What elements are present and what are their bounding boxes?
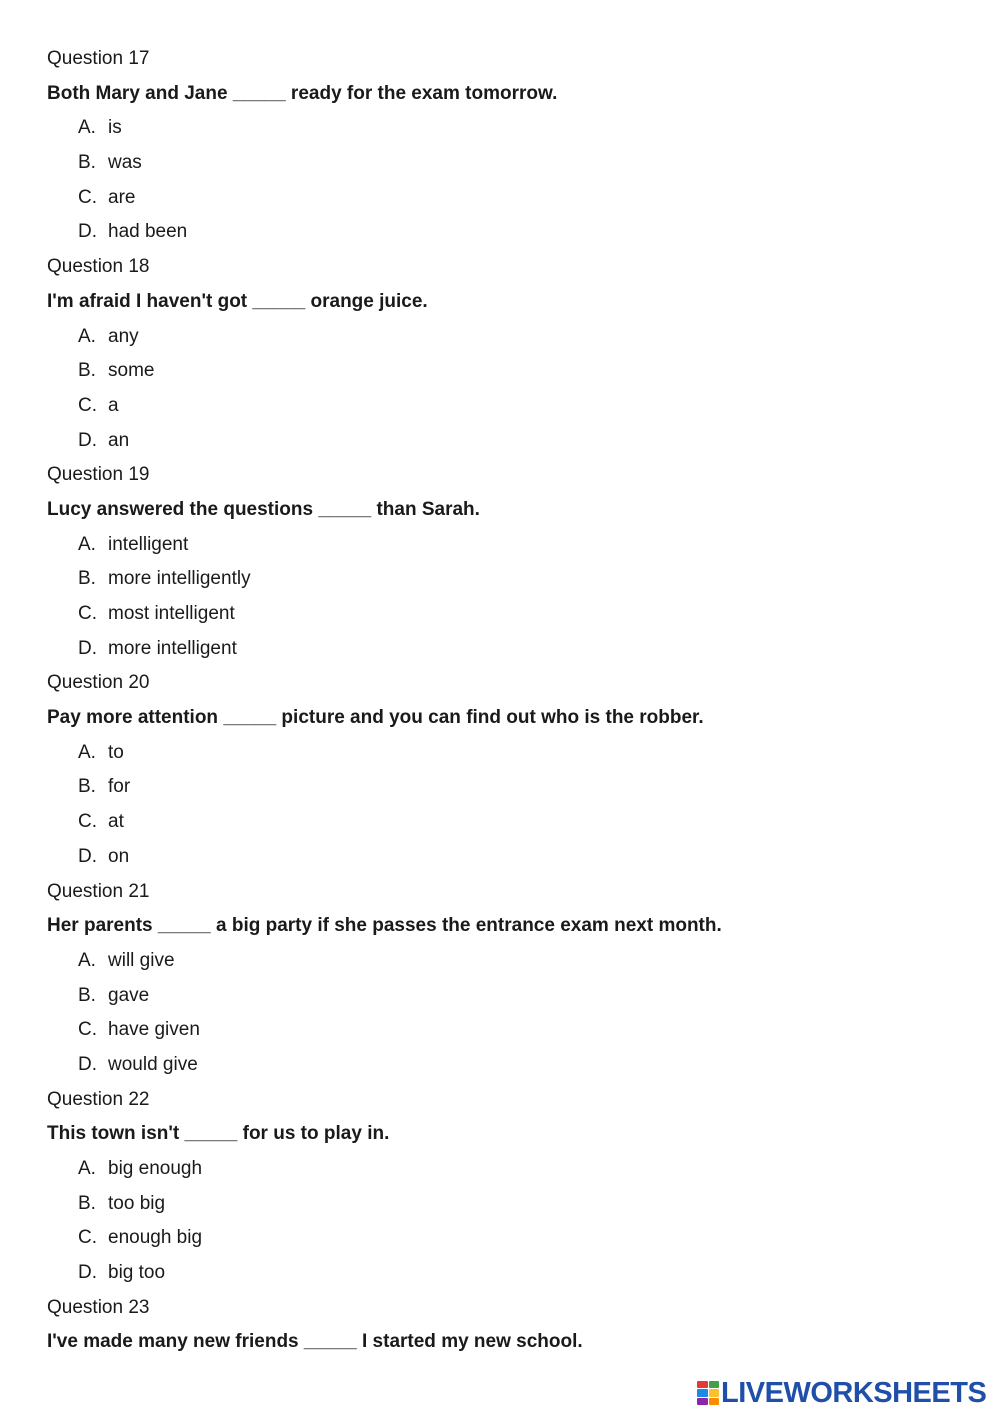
- answer-option[interactable]: [47, 1221, 967, 1256]
- option-letter: A.: [78, 741, 96, 763]
- option-text: intelligent: [108, 533, 189, 555]
- question-number: Question 20: [47, 672, 150, 694]
- option-letter: A.: [78, 533, 96, 555]
- logo-mark-cell: [697, 1398, 708, 1405]
- option-letter: C.: [78, 186, 97, 208]
- question-block: [47, 875, 967, 1083]
- question-prompt: Pay more attention _____ picture and you can find out who is the robber.: [47, 707, 704, 729]
- option-text: an: [108, 429, 130, 451]
- answer-option[interactable]: [47, 1187, 967, 1222]
- option-letter: A.: [78, 117, 96, 139]
- option-letter: D.: [78, 637, 97, 659]
- option-letter: B.: [78, 984, 96, 1006]
- option-text: are: [108, 186, 136, 208]
- liveworksheets-logo-icon: [697, 1381, 719, 1405]
- answer-option[interactable]: [47, 944, 967, 979]
- option-letter: C.: [78, 1227, 97, 1249]
- option-letter: A.: [78, 949, 96, 971]
- answer-option[interactable]: [47, 146, 967, 181]
- question-number: Question 23: [47, 1296, 150, 1318]
- option-letter: D.: [78, 429, 97, 451]
- question-number: Question 19: [47, 464, 150, 486]
- question-block: [47, 42, 967, 250]
- logo-mark-cell: [709, 1398, 720, 1405]
- answer-option[interactable]: [47, 562, 967, 597]
- option-text: more intelligent: [108, 637, 237, 659]
- answer-option[interactable]: [47, 805, 967, 840]
- question-number: Question 21: [47, 880, 150, 902]
- option-text: any: [108, 325, 139, 347]
- option-text: is: [108, 117, 122, 139]
- option-text: for: [108, 776, 131, 798]
- liveworksheets-logo: [697, 1378, 986, 1408]
- option-text: will give: [108, 949, 175, 971]
- question-prompt: Her parents _____ a big party if she passes the entrance exam next month.: [47, 915, 722, 937]
- option-letter: D.: [78, 1262, 97, 1284]
- option-text: big enough: [108, 1158, 203, 1179]
- answer-option[interactable]: [47, 111, 967, 146]
- option-letter: B.: [78, 1192, 96, 1214]
- logo-mark-cell: [697, 1389, 708, 1396]
- option-text: gave: [108, 984, 150, 1006]
- answer-option[interactable]: [47, 597, 967, 632]
- question-prompt: I'm afraid I haven't got _____ orange juice.: [47, 290, 428, 312]
- option-letter: C.: [78, 811, 97, 833]
- worksheet: [47, 42, 967, 1360]
- option-text: at: [108, 811, 124, 833]
- option-text: a: [108, 394, 119, 416]
- option-text: had been: [108, 221, 188, 243]
- answer-option[interactable]: [47, 181, 967, 216]
- option-letter: C.: [78, 603, 97, 624]
- option-text: enough big: [108, 1227, 203, 1249]
- question-prompt: I've made many new friends _____ I started my new school.: [47, 1331, 583, 1353]
- logo-wordmark: LIVEWORKSHEETS: [721, 1377, 987, 1409]
- answer-option[interactable]: [47, 736, 967, 771]
- logo-mark-cell: [709, 1389, 720, 1396]
- option-letter: D.: [78, 1053, 97, 1075]
- option-letter: B.: [78, 360, 96, 382]
- question-block: [47, 250, 967, 458]
- option-letter: B.: [78, 568, 96, 590]
- question-number: Question 22: [47, 1088, 150, 1110]
- option-letter: A.: [78, 1158, 96, 1179]
- question-block: [47, 666, 967, 874]
- option-letter: C.: [78, 394, 97, 416]
- answer-option[interactable]: [47, 632, 967, 667]
- option-text: most intelligent: [108, 603, 235, 624]
- question-prompt: Both Mary and Jane _____ ready for the exam tomorrow.: [47, 82, 558, 104]
- option-text: to: [108, 741, 124, 763]
- answer-option[interactable]: [47, 389, 967, 424]
- answer-option[interactable]: [47, 979, 967, 1014]
- question-block: [47, 458, 967, 666]
- question-number: Question 17: [47, 48, 150, 69]
- answer-option[interactable]: [47, 320, 967, 355]
- answer-option[interactable]: [47, 354, 967, 389]
- option-text: was: [108, 152, 142, 174]
- answer-option[interactable]: [47, 1048, 967, 1083]
- question-number: Question 18: [47, 256, 150, 278]
- question-block: [47, 1083, 967, 1291]
- option-letter: C.: [78, 1019, 97, 1041]
- option-text: would give: [108, 1053, 198, 1075]
- answer-option[interactable]: [47, 215, 967, 250]
- option-text: have given: [108, 1019, 200, 1041]
- option-letter: B.: [78, 152, 96, 174]
- option-text: some: [108, 360, 155, 382]
- answer-option[interactable]: [47, 1152, 967, 1187]
- option-text: on: [108, 845, 130, 867]
- option-text: big too: [108, 1262, 166, 1284]
- answer-option[interactable]: [47, 528, 967, 563]
- option-letter: D.: [78, 221, 97, 243]
- option-letter: B.: [78, 776, 96, 798]
- option-letter: A.: [78, 325, 96, 347]
- option-letter: D.: [78, 845, 97, 867]
- answer-option[interactable]: [47, 424, 967, 459]
- logo-mark-cell: [697, 1381, 708, 1388]
- option-text: too big: [108, 1192, 166, 1214]
- answer-option[interactable]: [47, 770, 967, 805]
- answer-option[interactable]: [47, 1256, 967, 1291]
- question-prompt: Lucy answered the questions _____ than Sarah.: [47, 498, 480, 520]
- answer-option[interactable]: [47, 840, 967, 875]
- logo-mark-cell: [709, 1381, 720, 1388]
- question-block: [47, 1291, 967, 1360]
- question-prompt: This town isn't _____ for us to play in.: [47, 1123, 390, 1145]
- option-text: more intelligently: [108, 568, 251, 590]
- answer-option[interactable]: [47, 1013, 967, 1048]
